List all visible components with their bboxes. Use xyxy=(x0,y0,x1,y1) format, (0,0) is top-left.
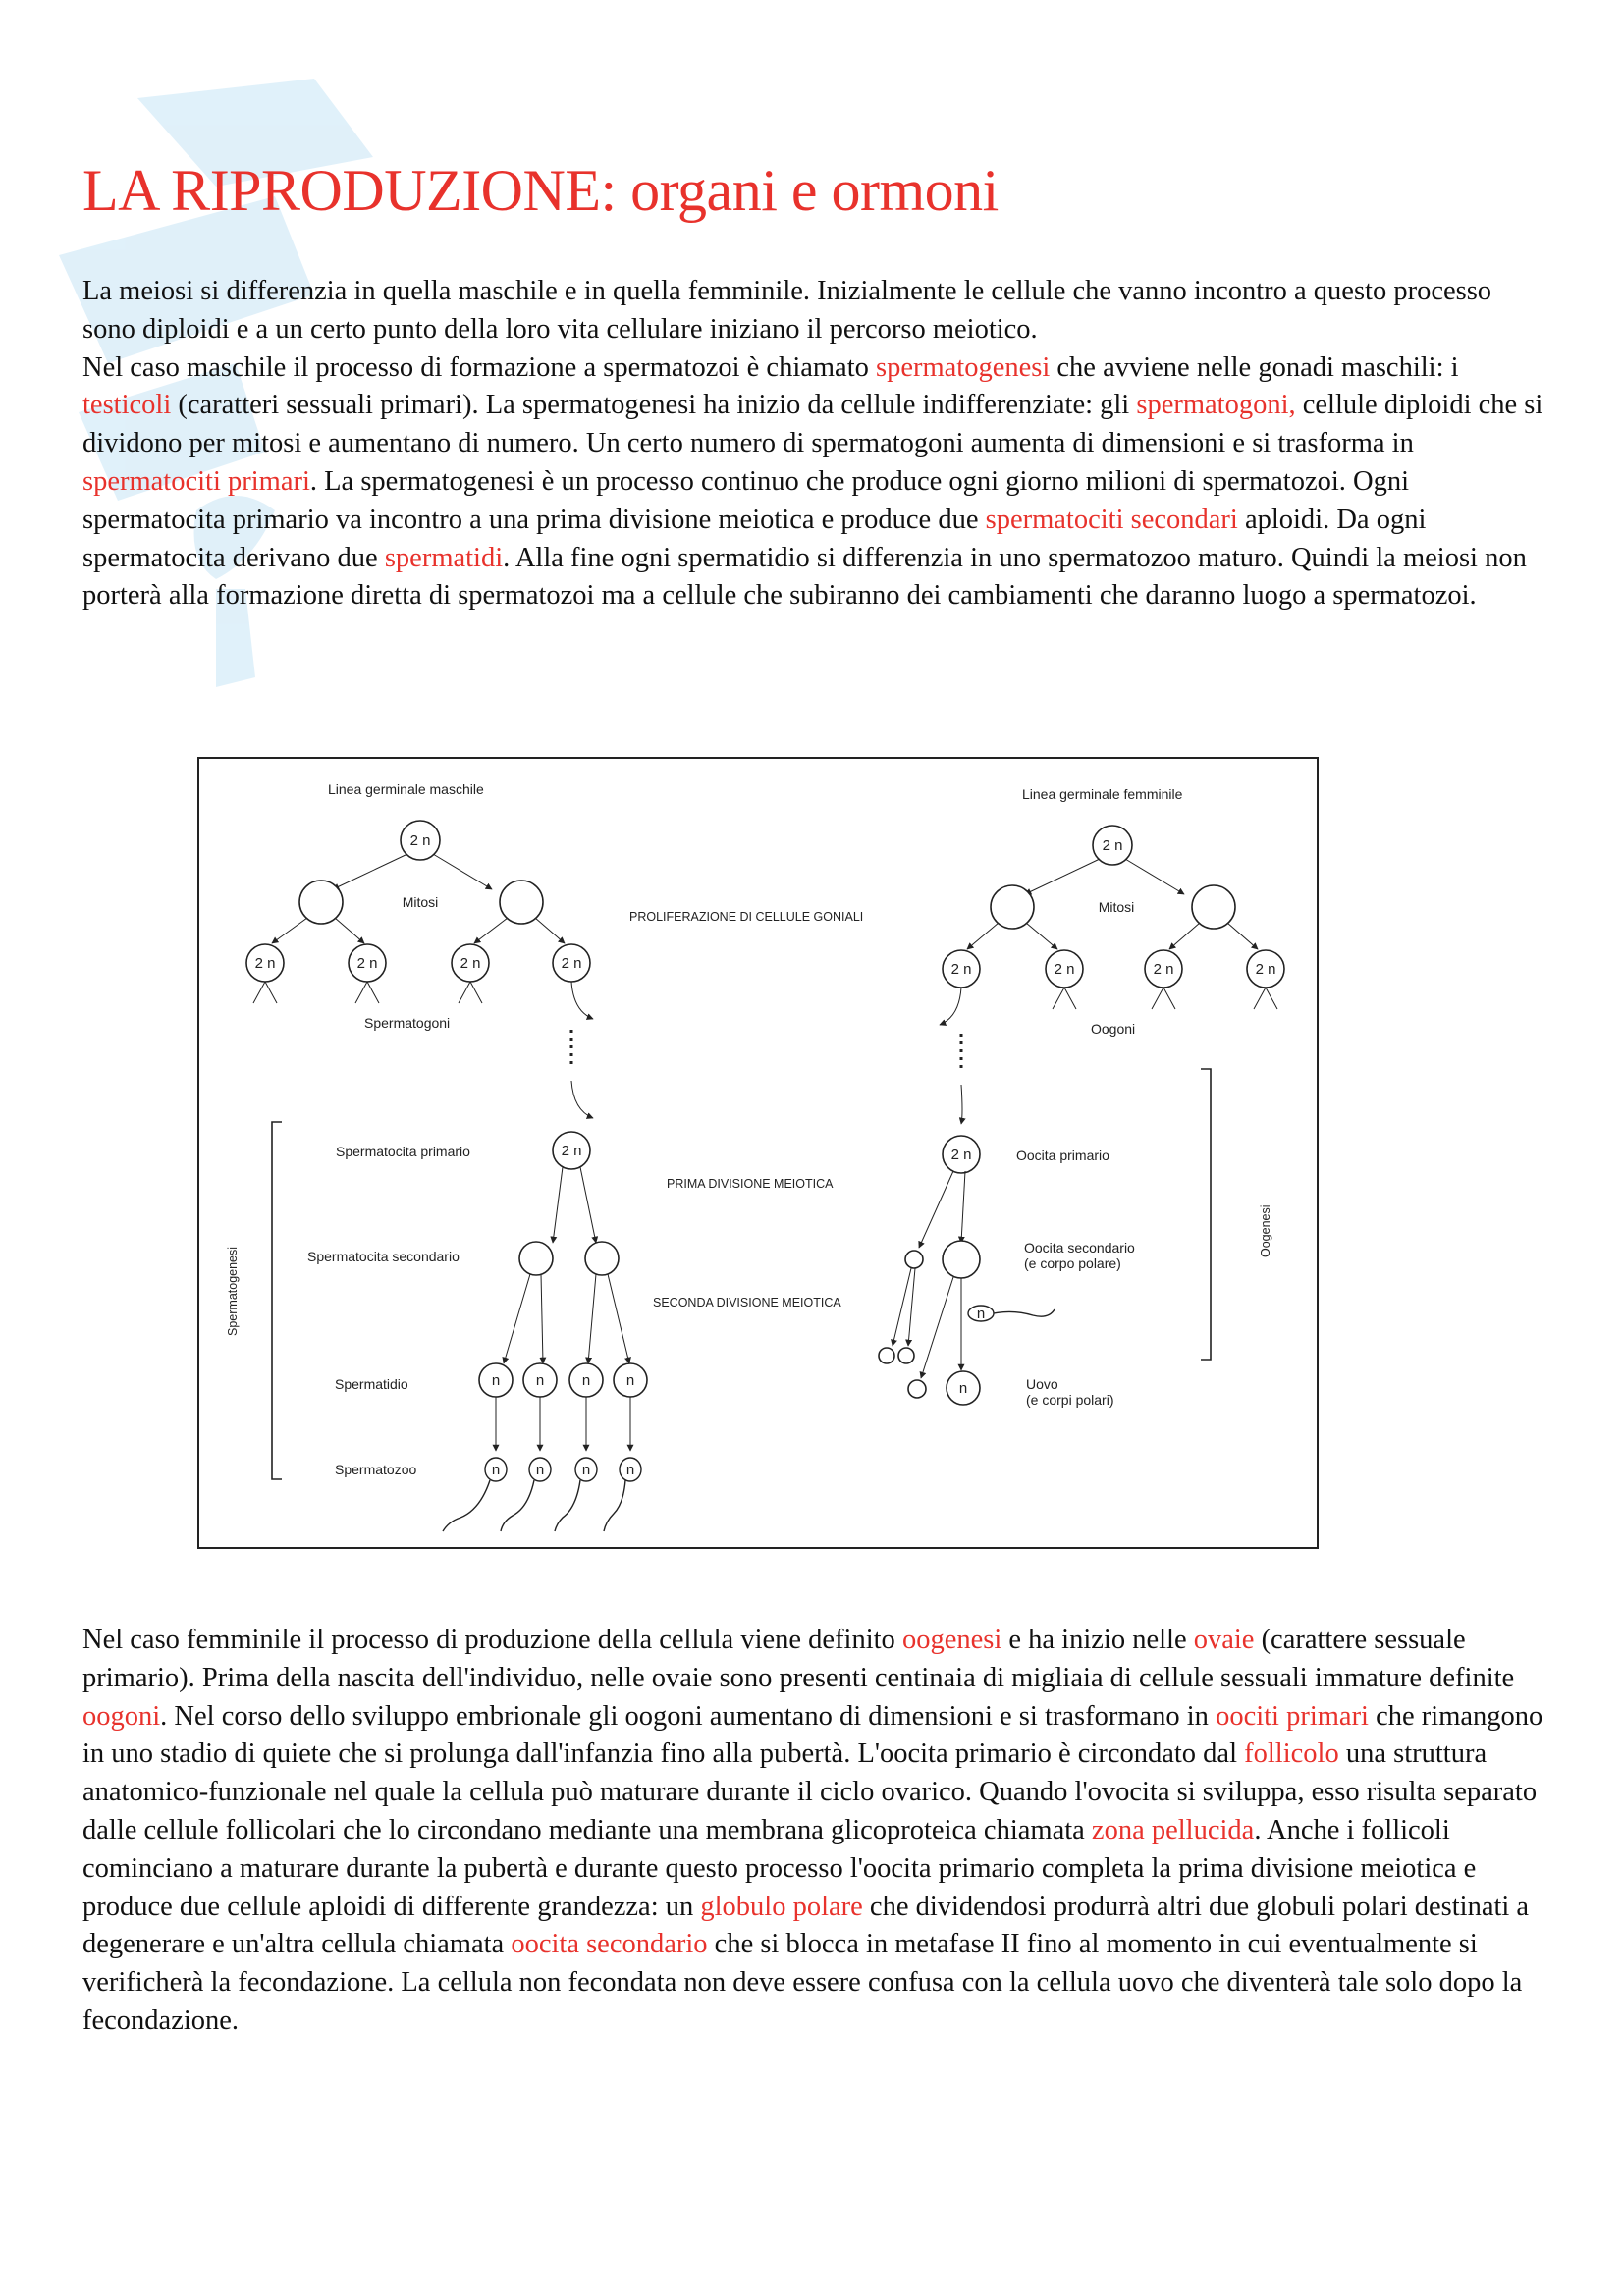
svg-text:2 n: 2 n xyxy=(1153,961,1174,978)
proliferation-label: PROLIFERAZIONE DI CELLULE GONIALI xyxy=(629,910,864,924)
cell xyxy=(991,885,1034,929)
mitosis-label: Mitosi xyxy=(1098,899,1135,915)
cell xyxy=(943,1241,980,1278)
polar-body xyxy=(908,1380,926,1398)
svg-text:n: n xyxy=(491,1372,501,1389)
highlight-term: oociti primari xyxy=(1216,1700,1369,1732)
highlight-term: oocita secondario xyxy=(511,1929,708,1960)
svg-text:2 n: 2 n xyxy=(254,955,276,972)
highlight-term: spermatidi xyxy=(384,542,504,573)
mitosis-label: Mitosi xyxy=(402,894,439,910)
spermatogonia-label: Spermatogoni xyxy=(364,1015,451,1031)
highlight-term: oogenesi xyxy=(901,1625,1002,1655)
cell xyxy=(299,881,343,924)
polar-body xyxy=(879,1348,894,1363)
highlight-term: ovaie xyxy=(1193,1625,1255,1655)
polar-bodies-label: (e corpi polari) xyxy=(1026,1392,1114,1408)
svg-text:n: n xyxy=(976,1306,986,1322)
cell xyxy=(519,1242,553,1275)
oogenesis-label: Oogenesi xyxy=(1259,1204,1272,1257)
svg-text:n: n xyxy=(625,1372,635,1389)
highlight-term: spermatociti primari xyxy=(82,465,310,497)
svg-text:n: n xyxy=(535,1462,545,1478)
cell-label: 2 n xyxy=(409,832,431,849)
highlight-term: spermatogenesi xyxy=(876,351,1051,383)
svg-text:2 n: 2 n xyxy=(1255,961,1276,978)
svg-text:n: n xyxy=(581,1372,591,1389)
highlight-term: follicolo xyxy=(1244,1738,1339,1770)
male-line-label: Linea germinale maschile xyxy=(328,781,484,797)
svg-text:2 n: 2 n xyxy=(561,955,582,972)
polar-body xyxy=(898,1348,914,1363)
svg-text:2 n: 2 n xyxy=(950,961,972,978)
highlight-term: testicoli xyxy=(82,390,172,421)
svg-text:2 n: 2 n xyxy=(460,955,481,972)
first-division-label: PRIMA DIVISIONE MEIOTICA xyxy=(667,1177,834,1191)
secondary-spermatocyte-label: Spermatocita secondario xyxy=(307,1249,460,1264)
cell xyxy=(1192,885,1235,929)
second-division-label: SECONDA DIVISIONE MEIOTICA xyxy=(653,1296,841,1309)
spermatozoon-label: Spermatozoo xyxy=(335,1462,417,1477)
svg-text:2 n: 2 n xyxy=(1102,837,1123,854)
svg-text:2 n: 2 n xyxy=(561,1143,582,1159)
svg-text:2 n: 2 n xyxy=(1054,961,1075,978)
primary-spermatocyte-label: Spermatocita primario xyxy=(336,1144,470,1159)
page-title: LA RIPRODUZIONE: organi e ormoni xyxy=(82,158,999,223)
polar-body xyxy=(905,1251,923,1268)
secondary-oocyte-label: Oocita secondario xyxy=(1024,1240,1135,1255)
svg-text:2 n: 2 n xyxy=(950,1147,972,1163)
oogonia-label: Oogoni xyxy=(1091,1021,1136,1037)
polar-body-label: (e corpo polare) xyxy=(1024,1255,1121,1271)
cell xyxy=(585,1242,619,1275)
svg-text:2 n: 2 n xyxy=(356,955,378,972)
highlight-term: globulo polare xyxy=(700,1891,863,1922)
spermatogenesis-label: Spermatogenesi xyxy=(226,1246,240,1336)
gametogenesis-diagram xyxy=(197,757,1319,1549)
spermatid-label: Spermatidio xyxy=(335,1376,408,1392)
svg-text:n: n xyxy=(535,1372,545,1389)
svg-text:n: n xyxy=(625,1462,635,1478)
highlight-term: zona pellucida xyxy=(1091,1814,1255,1845)
cell xyxy=(500,881,543,924)
svg-text:n: n xyxy=(491,1462,501,1478)
highlight-term: spermatogoni, xyxy=(1136,390,1296,421)
paragraph-male: La meiosi si differenzia in quella maschile e in quella femminile. Inizialmente le cellule che vanno incontro a questo processo sono diploidi e a un certo punto della loro vita cellulare iniziano il percorso meiotico. Nel caso maschile il processo di formazione a spermatozoi è chiamato spermatogenesi che avviene nelle gonadi maschili: i testicoli (caratteri sessuali primari). La spermatogenesi ha inizio da cellule indifferenziate: gli spermatogoni, cellule diploidi che si dividono per mitosi e aumentano di numero. Un certo numero di spermatogoni aumenta di dimensioni e si trasforma in spermatociti primari. La spermatogenesi è un processo continuo che produce ogni giorno milioni di spermatozoi. Ogni spermatocita primario va incontro a una prima divisione meiotica e produce due spermatociti secondari aploidi. Da ogni spermatocita derivano due spermatidi. Alla fine ogni spermatidio si differenzia in uno spermatozoo maturo. Quindi la meiosi non porterà alla formazione diretta di spermatozoi ma a cellule che subiranno dei cambiamenti che daranno luogo a spermatozoi. xyxy=(82,276,1543,612)
highlight-term: oogoni xyxy=(82,1700,161,1732)
egg-label: Uovo xyxy=(1026,1376,1058,1392)
primary-oocyte-label: Oocita primario xyxy=(1016,1148,1109,1163)
highlight-term: spermatociti secondari xyxy=(985,504,1238,535)
female-line-label: Linea germinale femminile xyxy=(1022,786,1183,802)
svg-text:n: n xyxy=(581,1462,591,1478)
svg-text:n: n xyxy=(958,1380,968,1397)
paragraph-female: Nel caso femminile il processo di produzione della cellula viene definito oogenesi e ha inizio nelle ovaie (carattere sessuale primario). Prima della nascita dell'individuo, nelle ovaie sono presenti centinaia di migliaia di cellule sessuali immature definite oogoni. Nel corso dello sviluppo embrionale gli oogoni aumentano di dimensioni e si trasformano in oociti primari che rimangono in uno stadio di quiete che si prolunga dall'infanzia fino alla pubertà. L'oocita primario è circondato dal follicolo una struttura anatomico-funzionale nel quale la cellula può maturare durante il ciclo ovarico. Quando l'ovocita si sviluppa, esso risulta separato dalle cellule follicolari che lo circondano mediante una membrana glicoproteica chiamata zona pellucida. Anche i follicoli cominciano a maturare durante la pubertà e durante questo processo l'oocita primario completa la prima divisione meiotica e produce due cellule aploidi di differente grandezza: un globulo polare che dividendosi produrrà altri due globuli polari destinati a degenerare e un'altra cellula chiamata oocita secondario che si blocca in metafase II fino al momento in cui eventualmente si verificherà la fecondazione. La cellula non fecondata non deve essere confusa con la cellula uovo che diventerà tale solo dopo la fecondazione. xyxy=(82,1625,1543,2036)
